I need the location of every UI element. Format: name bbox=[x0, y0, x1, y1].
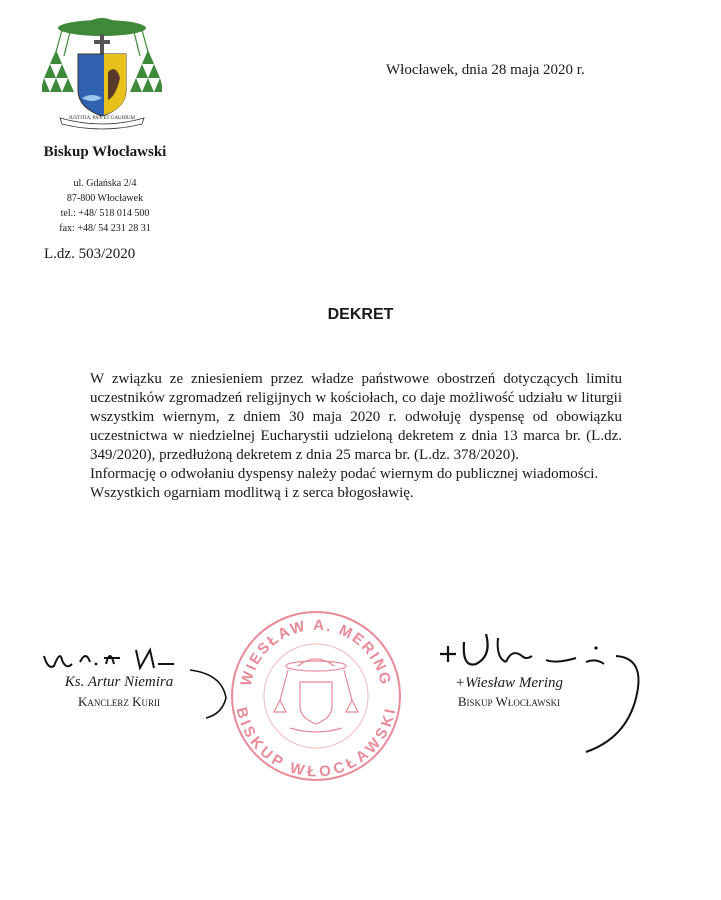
address-city: 87-800 Włocławek bbox=[66, 193, 144, 204]
bishop-name: +Wiesław Mering bbox=[454, 675, 564, 691]
bishop-role: Biskup Włocławski bbox=[457, 694, 561, 709]
chancellor-name: Ks. Artur Niemira bbox=[64, 674, 174, 690]
decree-paragraph-3-text: Wszystkich ogarniam modlitwą i z serca błogosławię. bbox=[90, 485, 414, 501]
address-phone: tel.: +48/ 518 014 500 bbox=[60, 208, 150, 219]
document-title: DEKRET bbox=[327, 306, 394, 323]
issuer-title: Biskup Włocławski bbox=[43, 144, 167, 160]
chancellor-role: Kanclerz Kurii bbox=[77, 694, 161, 709]
decree-paragraph-3 bbox=[90, 484, 622, 503]
coat-motto: IUSTITIA, PAX ET GAUDIUM bbox=[69, 116, 135, 121]
address-street: ul. Gdańska 2/4 bbox=[73, 178, 137, 189]
decree-paragraph-2-text: Informację o odwołaniu dyspensy należy podać wiernym do publicznej wiadomości. bbox=[90, 466, 599, 482]
decree-paragraph-1-text: W związku ze zniesieniem przez władze państwowe obostrzeń dotyczących limitu uczestników zgromadzeń religijnych w kościołach, co daje możliwość udziału w liturgii wszystkim wiernym, z dniem 30 maja 2020 r. odwołuję dyspensę od obowiązku uczestnictwa w niedzielnej Eucharystii udzieloną dekretem z dnia 13 marca br. (L.dz. 349/2020), przedłużoną dekretem z dnia 25 marca br. (L.dz. 378/2020). bbox=[90, 371, 622, 463]
place-and-date: Włocławek, dnia 28 maja 2020 r. bbox=[386, 62, 585, 78]
decree-paragraph-1 bbox=[90, 370, 622, 465]
decree-paragraph-2 bbox=[90, 465, 622, 484]
seal-bottom-text: BISKUP WŁOCŁAWSKI bbox=[232, 705, 400, 781]
seal-top-text: WIESŁAW A. MERING bbox=[237, 616, 395, 688]
svg-text:BISKUP WŁOCŁAWSKI bbox=[232, 706, 399, 781]
bishop-seal-stamp bbox=[228, 608, 404, 784]
decree-body bbox=[90, 370, 622, 503]
reference-number: L.dz. 503/2020 bbox=[44, 246, 136, 262]
address-block bbox=[30, 176, 180, 236]
coat-of-arms-logo bbox=[42, 12, 162, 130]
svg-text:WIESŁAW A. MERING bbox=[238, 617, 395, 688]
address-fax: fax: +48/ 54 231 28 31 bbox=[59, 223, 151, 234]
